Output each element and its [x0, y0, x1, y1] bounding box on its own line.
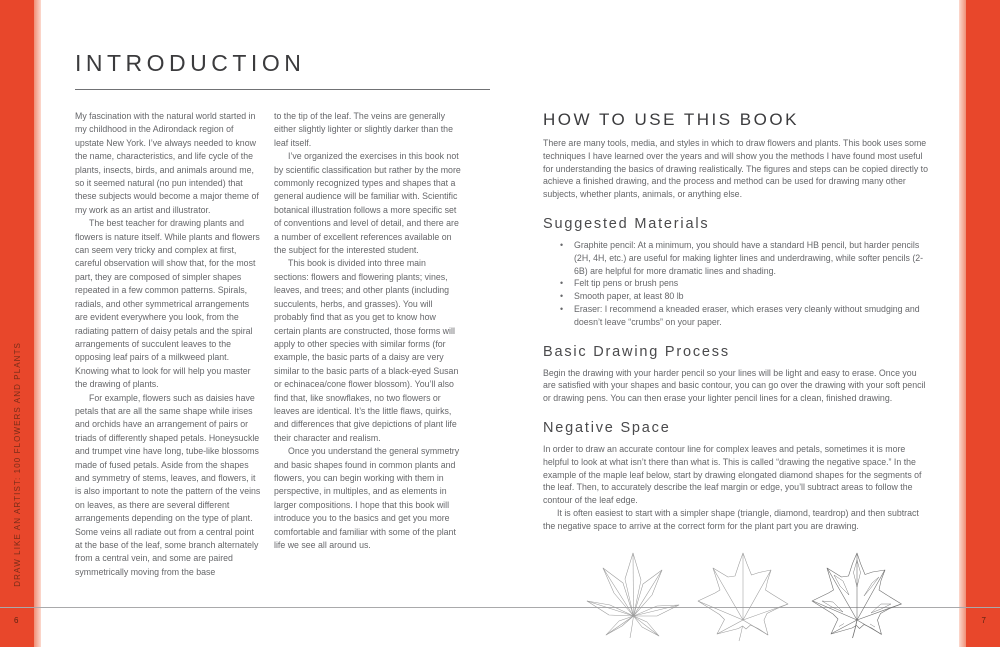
paragraph: For example, flowers such as daisies have petals that are all the same shape while irises and orchids have an arrangement of pairs or triads of differently shaped petals. Honeysuckle and trumpet vine have long, tube-like blossoms made of fused petals. Aside from the shapes and symmetry of stems, leaves, and flowers, it is also important to note the pattern of the veins on leaves, as there are several different arrangements depending on the type of plant. Some veins all radiate out from a central point at the base of the leaf, some branch alternately from a central vein, and some are paired symmetrically moving from the base	[75, 392, 261, 577]
right-accent-fade	[959, 0, 966, 647]
maple-leaf-step-3-illustration	[805, 545, 905, 642]
title-rule	[75, 89, 490, 90]
paragraph: It is often easiest to start with a simpler shape (triangle, diamond, teardrop) and then subtract the negative space to arrive at the correct form for the plant part you are drawing.	[543, 507, 919, 531]
list-item: • Graphite pencil: At a minimum, you should have a standard HB pencil, but harder pencils (2H, 4H, etc.) are useful for making lighter lines and underdrawing, while softer pencils (2-6B) are helpful for more dramatic lines and shading.	[543, 239, 929, 277]
right-page	[543, 110, 929, 642]
paragraph: I’ve organized the exercises in this book not by scientific classification but rather by the more commonly recognized types and shapes that a general audience will be familiar with. Scientific botanical illustration follows a more specific set of conventions and level of detail, and there are a number of excellent references available on the subject for the interested student.	[274, 151, 461, 256]
paragraph: My fascination with the natural world started in my childhood in the Adirondack region of upstate New York. I’ve always needed to know the name, characteristics, and life cycle of the plants, insects, birds, and animals around me, so it seemed natural (no pun intended) that these subjects would become a major theme of my work as an artist and illustrator.	[75, 111, 259, 215]
paragraph: There are many tools, media, and styles in which to draw flowers and plants. This book uses some techniques I have learned over the years and will show you the methods I have found most useful for understanding the basics of drawing realistically. The figures and steps can be copied directly to achieve a finished drawing, and the process and method can be used for drawing many other subjects, whether plants, animals, or anything else.	[543, 138, 928, 200]
maple-leaf-step-2-illustration	[691, 545, 791, 642]
list-item: • Eraser: I recommend a kneaded eraser, which erases very cleanly without smudging and doesn’t leave “crumbs” on your paper.	[543, 303, 929, 329]
intro-column-2	[274, 110, 462, 579]
spine-title: DRAW LIKE AN ARTIST: 100 FLOWERS AND PLANTS	[13, 342, 22, 587]
maple-leaf-step-1-illustration	[581, 545, 681, 642]
page-title: INTRODUCTION	[75, 50, 306, 76]
paragraph: Begin the drawing with your harder pencil so your lines will be light and easy to erase. Once you are satisfied with your shapes and basic contour, you can go over the drawing with your soft pencil or drawing pens. You can then erase your lighter pencil lines for a clean, finished drawing.	[543, 367, 926, 404]
left-accent-fade	[34, 0, 41, 647]
section-heading-suggested-materials: Suggested Materials	[543, 215, 710, 232]
section-heading-basic-drawing-process: Basic Drawing Process	[543, 343, 730, 360]
left-page	[75, 50, 490, 579]
page-number-right: 7	[981, 616, 986, 625]
list-item: • Smooth paper, at least 80 lb	[543, 290, 929, 303]
paragraph: This book is divided into three main sections: flowers and flowering plants; vines, leaves, and trees; and other plants (including succulents, herbs, and grasses). You will probably find that as you get to know how certain plants are constructed, those forms will apply to other species with similar forms (for example, the basic parts of a daisy are very similar to the basic parts of a black-eyed Susan or echinacea/cone flower blossom). You’ll also find that, like snowflakes, no two flowers or leaves are identical. It’s the little flaws, quirks, and differences that give depictions of plant life their character and realism.	[274, 258, 459, 443]
right-accent-bar	[966, 0, 1000, 647]
materials-list	[543, 239, 929, 329]
paragraph: to the tip of the leaf. The veins are generally either slightly lighter or slightly darker than the leaf itself.	[274, 111, 453, 148]
list-item: • Felt tip pens or brush pens	[543, 277, 929, 290]
section-heading-how-to-use: HOW TO USE THIS BOOK	[543, 110, 799, 129]
paragraph: Once you understand the general symmetry and basic shapes found in common plants and flowers, you can begin working with them in perspective, in multiples, and as elements in larger compositions. I hope that this book will introduce you to the basics and get you more comfortable and familiar with some of the plant life we see all around us.	[274, 446, 460, 550]
section-heading-negative-space: Negative Space	[543, 419, 671, 436]
page-number-left: 6	[14, 616, 19, 625]
paragraph: The best teacher for drawing plants and flowers is nature itself. While plants and flowers can seem very tricky and complex at first, careful observation will show that, for the most part, they are composed of simpler shapes repeated in a few common patterns. Spirals, radials, and other symmetrical arrangements are evident everywhere you look, from the radiating pattern of daisy petals and the spiral arrangements of succulent leaves to the opposing leaf pairs of a milkweed plant. Knowing what to look for will help you master the drawing of plants.	[75, 218, 260, 390]
introduction-columns	[75, 110, 490, 579]
leaf-illustration-row	[543, 545, 929, 642]
paragraph: In order to draw an accurate contour line for complex leaves and petals, sometimes it is more helpful to look at what isn’t there than what is. This is called “drawing the negative space.” In the example of the maple leaf below, start by drawing elongated diamond shapes for the segments of the leaf. Then, to accurately describe the leaf margin or edge, you’ll subtract areas to follow the contour of the leaf edge.	[543, 443, 922, 506]
intro-column-1	[75, 110, 263, 579]
